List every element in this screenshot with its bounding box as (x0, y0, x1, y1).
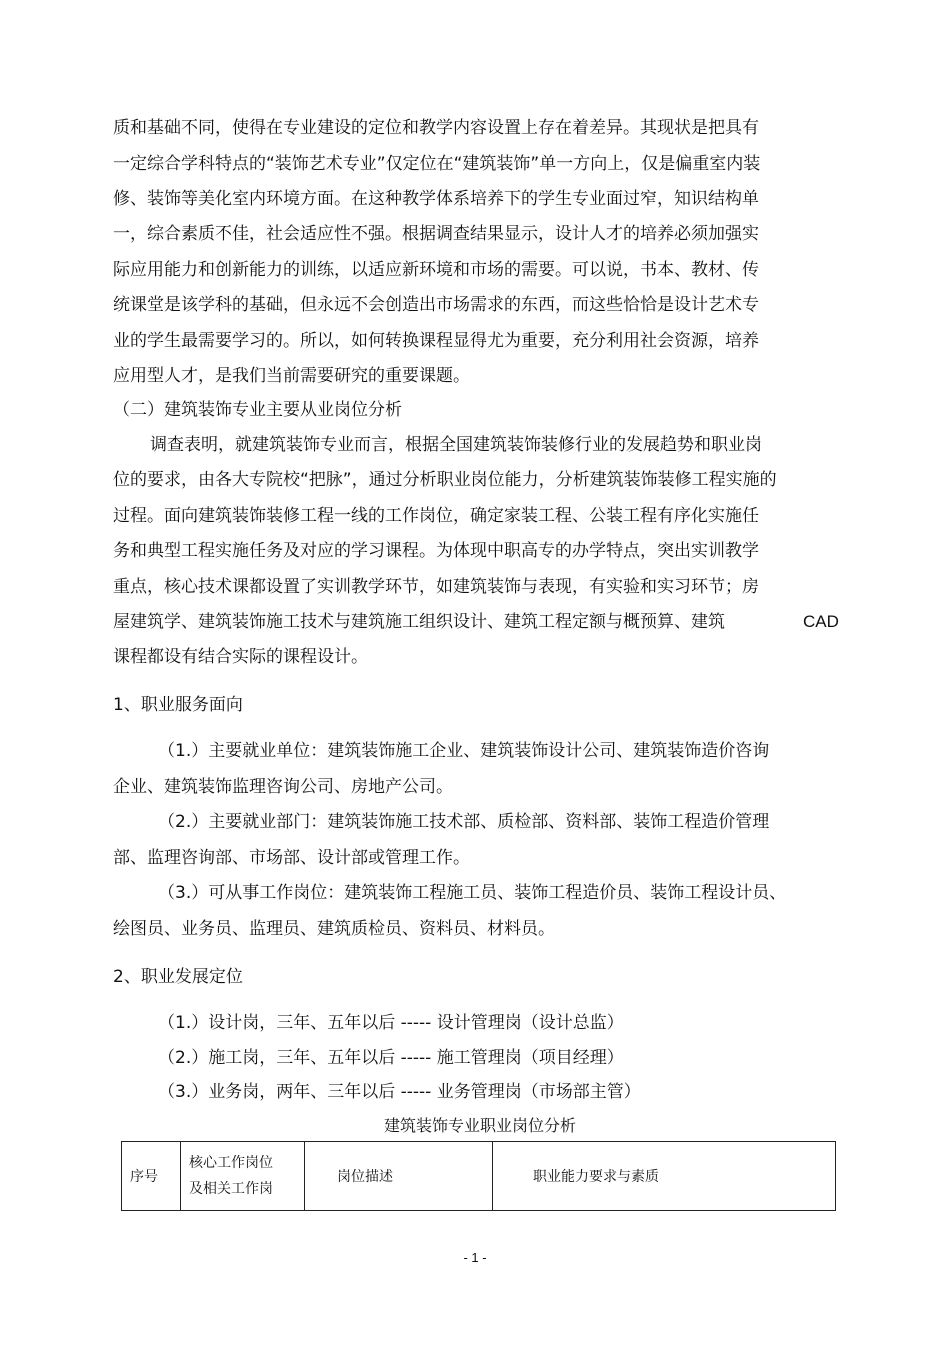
body-text-line: 一，综合素质不佳，社会适应性不强。根据调查结果显示，设计人才的培养必须加强实 (113, 224, 759, 244)
table-header-cell: 序号 (122, 1142, 181, 1211)
table-header-cell: 职业能力要求与素质 (493, 1142, 836, 1211)
table-caption: 建筑装饰专业职业岗位分析 (384, 1116, 577, 1135)
body-text-cad: CAD (803, 612, 839, 631)
body-text-line: 课程都设有结合实际的课程设计。 (113, 647, 368, 667)
body-text-line: 过程。面向建筑装饰装修工程一线的工作岗位，确定家装工程、公装工程有序化实施任 (113, 506, 759, 526)
section-heading: （二）建筑装饰专业主要从业岗位分析 (113, 400, 402, 420)
list-item-continuation: 绘图员、业务员、监理员、建筑质检员、资料员、材料员。 (113, 919, 555, 939)
table-header-cell: 岗位描述 (305, 1142, 493, 1211)
list-item: （2.）施工岗，三年、五年以后 ----- 施工管理岗（项目经理） (158, 1048, 624, 1068)
list-item: （1.）主要就业单位：建筑装饰施工企业、建筑装饰设计公司、建筑装饰造价咨询 (158, 741, 770, 761)
body-text-line: 应用型人才，是我们当前需要研究的重要课题。 (113, 366, 470, 386)
table-header-text: 及相关工作岗 (189, 1181, 273, 1197)
body-text-line: 一定综合学科特点的“装饰艺术专业”仅定位在“建筑装饰”单一方向上，仅是偏重室内装 (113, 154, 761, 174)
body-text-line: 际应用能力和创新能力的训练，以适应新环境和市场的需要。可以说，书本、教材、传 (113, 260, 759, 280)
list-item: （3.）可从事工作岗位：建筑装饰工程施工员、装饰工程造价员、装饰工程设计员、 (158, 883, 787, 903)
table-header-row (122, 1142, 836, 1211)
table-header-cell (181, 1142, 305, 1211)
body-text-line: 务和典型工程实施任务及对应的学习课程。为体现中职高专的办学特点，突出实训教学 (113, 541, 759, 561)
body-text-line: 质和基础不同，使得在专业建设的定位和教学内容设置上存在着差异。其现状是把具有 (113, 118, 759, 138)
body-text-line: 业的学生最需要学习的。所以，如何转换课程显得尤为重要，充分利用社会资源，培养 (113, 331, 759, 351)
body-text-line: 调查表明，就建筑装饰专业而言，根据全国建筑装饰装修行业的发展趋势和职业岗 (150, 435, 762, 455)
list-item: （1.）设计岗，三年、五年以后 ----- 设计管理岗（设计总监） (158, 1013, 624, 1033)
list-item: （3.）业务岗，两年、三年以后 ----- 业务管理岗（市场部主管） (158, 1082, 641, 1102)
body-text-line: 统课堂是该学科的基础，但永远不会创造出市场需求的东西，而这些恰恰是设计艺术专 (113, 295, 759, 315)
body-text-line: 位的要求，由各大专院校“把脉”，通过分析职业岗位能力，分析建筑装饰装修工程实施的 (113, 470, 777, 490)
subsection-heading: 1、职业服务面向 (113, 695, 243, 715)
table-header-text: 核心工作岗位 (189, 1155, 273, 1171)
job-analysis-table (121, 1141, 836, 1211)
body-text-line: 重点，核心技术课都设置了实训教学环节，如建筑装饰与表现，有实验和实习环节；房 (113, 577, 759, 597)
list-item-continuation: 部、监理咨询部、市场部、设计部或管理工作。 (113, 848, 470, 868)
body-text-line: 修、装饰等美化室内环境方面。在这种教学体系培养下的学生专业面过窄，知识结构单 (113, 189, 759, 209)
list-item: （2.）主要就业部门：建筑装饰施工技术部、质检部、资料部、装饰工程造价管理 (158, 812, 770, 832)
page-number: - 1 - (463, 1250, 487, 1265)
subsection-heading: 2、职业发展定位 (113, 967, 243, 987)
body-text-line: 屋建筑学、建筑装饰施工技术与建筑施工组织设计、建筑工程定额与概预算、建筑 (113, 612, 725, 632)
list-item-continuation: 企业、建筑装饰监理咨询公司、房地产公司。 (113, 777, 453, 797)
